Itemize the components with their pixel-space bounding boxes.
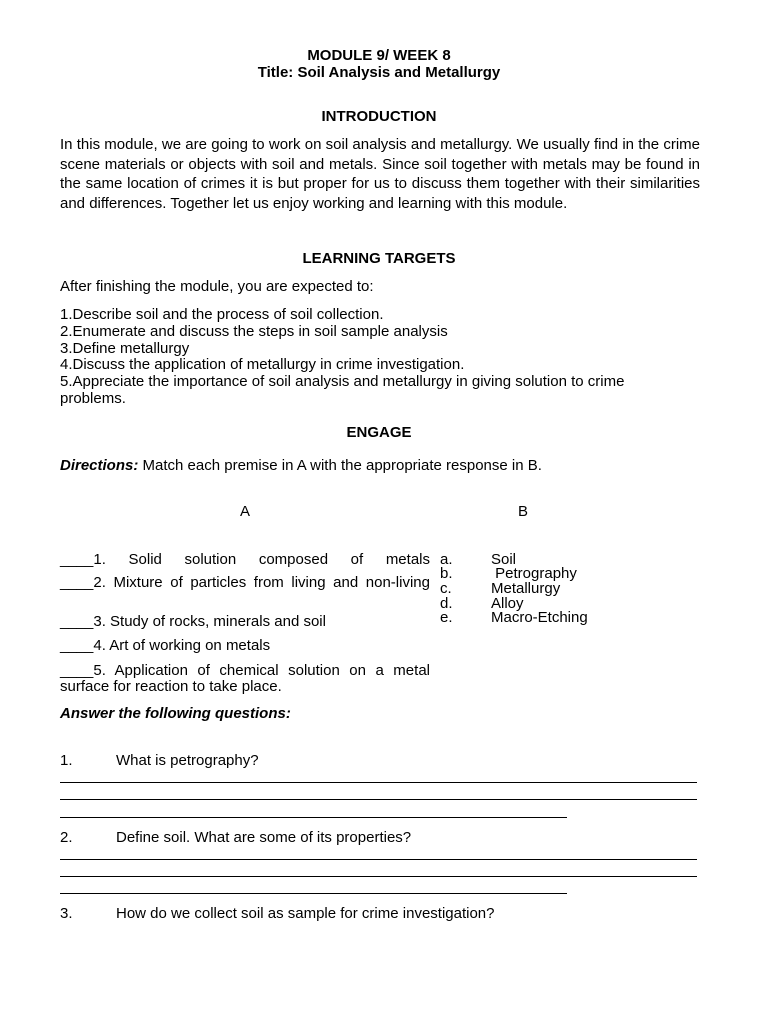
response-text: Macro-Etching — [491, 609, 588, 626]
directions-line — [60, 457, 542, 474]
learning-targets-heading: LEARNING TARGETS — [302, 250, 456, 267]
premise-item: ____2. Mixture of particles from living and non-living — [60, 574, 430, 591]
question-text: What is petrography? — [116, 752, 259, 769]
question-text: How do we collect soil as sample for crime investigation? — [116, 905, 495, 922]
introduction-paragraph: In this module, we are going to work on soil analysis and metallurgy. We usually find in the crime scene materials or objects with soil and metals. Since soil together with metals may be found in the same location of crimes it is but proper for us to discuss them together with their similarities and differences. Together let us enjoy working and learning with this module. — [60, 136, 700, 212]
premise-item: ____1. Solid solution composed of metals — [60, 551, 430, 568]
answer-line — [60, 876, 697, 877]
question-number: 3. — [60, 905, 73, 922]
premise-item: ____5. Application of chemical solution on a metal surface for reaction to take place. — [60, 662, 430, 695]
column-a-header: A — [240, 503, 251, 520]
response-letter: a. — [440, 551, 453, 568]
engage-heading: ENGAGE — [346, 424, 412, 441]
list-item: 5.Appreciate the importance of soil analysis and metallurgy in giving solution to crime — [60, 373, 625, 391]
introduction-heading: INTRODUCTION — [321, 108, 437, 125]
answer-line — [60, 799, 697, 800]
directions-label: Directions: — [60, 457, 139, 474]
response-letter: b. — [440, 565, 453, 582]
response-text: Alloy — [491, 595, 524, 612]
premise-item: ____4. Art of working on metals — [60, 637, 271, 654]
learning-targets-list — [60, 307, 680, 408]
response-text: Metallurgy — [491, 580, 561, 597]
question-number: 2. — [60, 829, 73, 846]
answer-line — [60, 817, 567, 818]
question-number: 1. — [60, 752, 73, 769]
response-text: Soil — [491, 551, 517, 568]
answer-line — [60, 893, 567, 894]
list-item: 1.Describe soil and the process of soil collection. — [60, 306, 384, 323]
list-item: 3.Define metallurgy — [60, 339, 190, 357]
response-text: Petrography — [491, 565, 577, 582]
module-week-heading: MODULE 9/ WEEK 8 — [307, 47, 451, 64]
list-item: problems. — [60, 389, 126, 407]
column-b-header: B — [518, 503, 529, 520]
premise-item: ____3. Study of rocks, minerals and soil — [60, 613, 326, 630]
list-item: 4.Discuss the application of metallurgy in crime investigation. — [60, 356, 465, 374]
list-item: 2.Enumerate and discuss the steps in soil sample analysis — [60, 322, 448, 340]
response-letter: c. — [440, 580, 452, 597]
response-letter: d. — [440, 595, 453, 612]
answer-line — [60, 782, 697, 783]
learning-targets-lead: After finishing the module, you are expected to: — [60, 278, 374, 295]
questions-heading: Answer the following questions: — [60, 705, 291, 722]
answer-line — [60, 859, 697, 860]
question-text: Define soil. What are some of its properties? — [116, 829, 412, 846]
response-letter: e. — [440, 609, 453, 626]
document-title: Title: Soil Analysis and Metallurgy — [257, 64, 501, 81]
directions-text: Match each premise in A with the appropriate response in B. — [138, 457, 542, 474]
